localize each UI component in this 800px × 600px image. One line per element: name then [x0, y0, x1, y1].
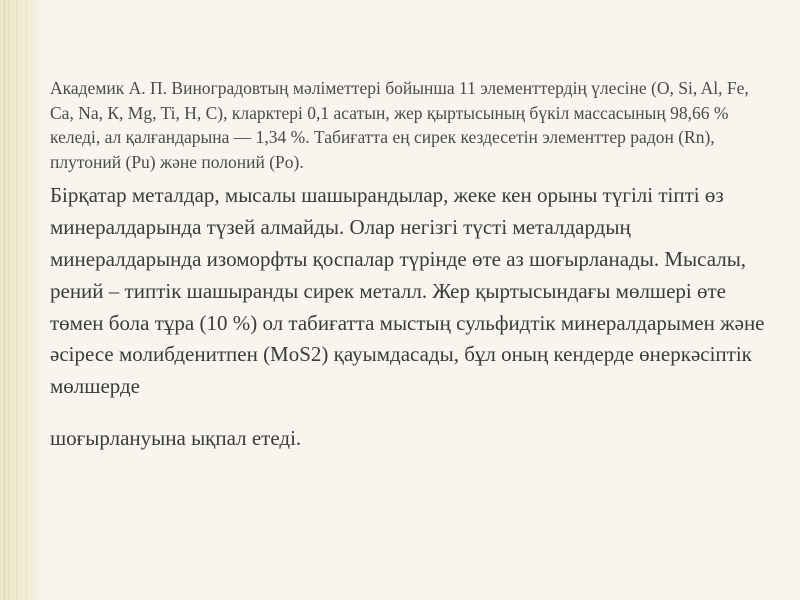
side-stripe	[8, 0, 9, 600]
decorative-side-band	[0, 0, 40, 600]
slide-content	[50, 76, 765, 455]
paragraph-concentration: шоғырлануына ықпал етеді.	[50, 425, 302, 450]
side-stripe	[16, 0, 17, 600]
side-stripe	[4, 0, 5, 600]
side-stripe	[26, 0, 27, 600]
paragraph-element-composition: Академик А. П. Виноградовтың мәліметтері бойынша 11 элементтердің үлесіне (O, Si, Al, Fe, Ca, Na, К, Mg, Ti, H, C), кларктері 0,1 асатын, жер қыртысының бүкіл массасының 98,66 % келеді, ал қалғандарына — 1,34 %. Табиғатта ең сирек кездесетін элементтер радон (Rn), плутоний (Pu) және полоний (Po).	[50, 78, 749, 172]
paragraph-dispersed-metals: Бірқатар металдар, мысалы шашырандылар, жеке кен орыны түгілі тіпті өз минералдарында түзей алмайды. Олар негізгі түсті металдардың минералдарында изоморфты қоспалар түрінде өте аз шоғырланады. Мысалы, рений – типтік шашыранды сирек металл. Жер қыртысындағы мөлшері өте төмен бола тұра (10 %) ол табиғатта мыстың сульфидтік минералдарымен және әсіресе молибденитпен (MoS2) қауымдасады, бұл оның кендерде өнеркәсіптік мөлшерде	[50, 183, 765, 399]
